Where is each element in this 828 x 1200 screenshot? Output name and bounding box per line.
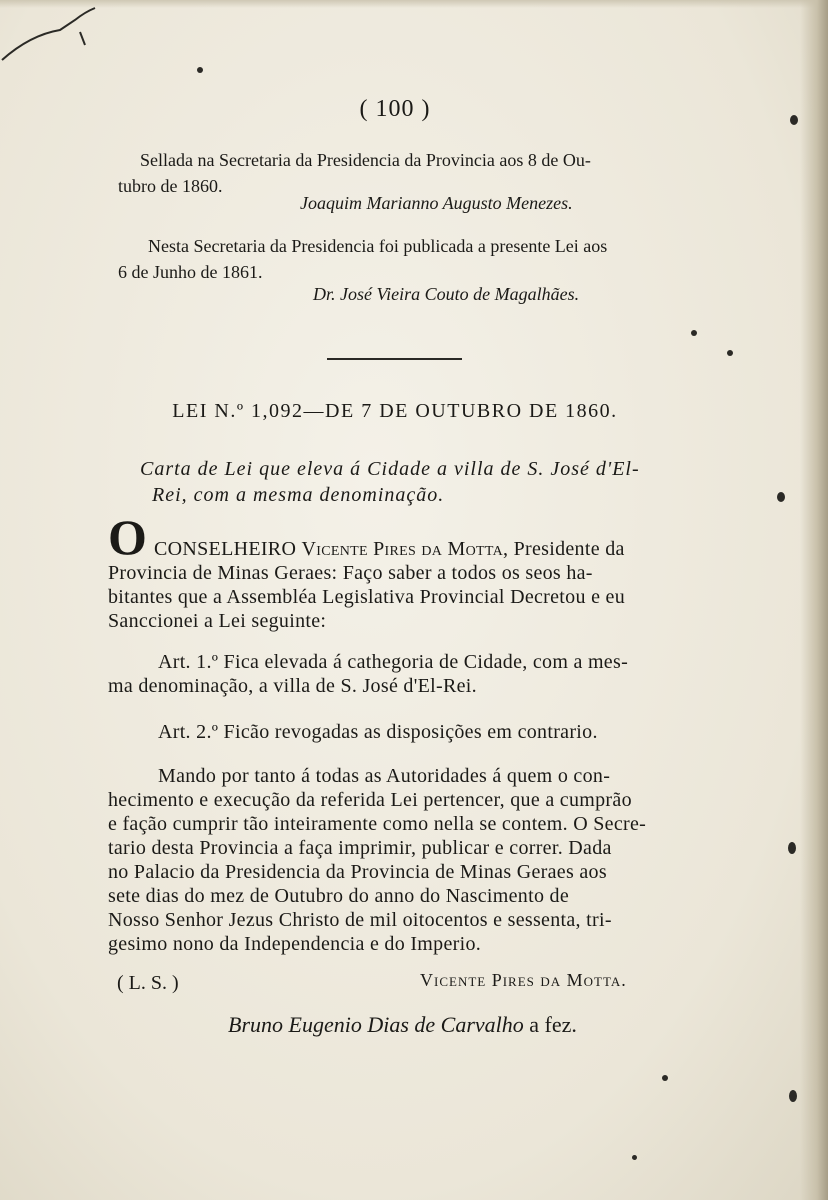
article-2: Art. 2.º Ficão revogadas as disposições em contrario. xyxy=(158,721,598,743)
law-title: LEI N.º 1,092—DE 7 DE OUTUBRO DE 1860. xyxy=(172,400,618,422)
ink-speck xyxy=(727,350,733,356)
ink-speck xyxy=(197,67,203,73)
closing-line: Mando por tanto á todas as Autoridades á quem o con- xyxy=(158,765,611,787)
sealed-note-signature: Joaquim Marianno Augusto Menezes. xyxy=(300,193,573,213)
charter-line1: Carta de Lei que eleva á Cidade a villa de S. José d'El- xyxy=(140,458,640,480)
intro-line4: Sanccionei a Lei seguinte: xyxy=(108,610,327,632)
ink-speck xyxy=(788,842,796,854)
intro-paragraph xyxy=(108,537,680,633)
closing-paragraph xyxy=(108,764,683,956)
article-1-line1: Art. 1.º Fica elevada á cathegoria de Cidade, com a mes- xyxy=(158,651,629,673)
ink-speck xyxy=(777,492,785,502)
intro-president-name: Vicente Pires da Motta xyxy=(301,538,503,560)
ink-speck xyxy=(790,115,798,125)
published-note-signature: Dr. José Vieira Couto de Magalhães. xyxy=(313,284,580,304)
intro-line3: bitantes que a Assembléa Legislativa Provincial Decretou e eu xyxy=(108,586,626,608)
article-1-line2: ma denominação, a villa de S. José d'El-Rei. xyxy=(108,675,477,697)
drop-cap: O xyxy=(108,509,147,565)
sealed-note-line1: Sellada na Secretaria da Presidencia da Provincia aos 8 de Ou- xyxy=(140,150,591,170)
clerk-suffix: a fez. xyxy=(529,1012,577,1037)
charter-description xyxy=(140,456,690,508)
intro-line1-start: CONSELHEIRO xyxy=(154,538,302,560)
published-note-line2: 6 de Junho de 1861. xyxy=(118,262,263,282)
torn-corner-mark xyxy=(0,0,150,80)
closing-line: Nosso Senhor Jezus Christo de mil oitocentos e sessenta, tri- xyxy=(108,909,612,931)
page-number: ( 100 ) xyxy=(359,96,431,122)
section-divider xyxy=(327,358,462,360)
charter-line2: Rei, com a mesma denominação. xyxy=(152,484,445,506)
article-1 xyxy=(108,650,680,698)
closing-line: no Palacio da Presidencia da Provincia de Minas Geraes aos xyxy=(108,861,607,883)
sealed-note-line2: tubro de 1860. xyxy=(118,176,223,196)
clerk-name: Bruno Eugenio Dias de Carvalho xyxy=(228,1012,524,1037)
closing-line: tario desta Provincia a faça imprimir, publicar e correr. Dada xyxy=(108,837,612,859)
clerk-line xyxy=(228,1012,577,1038)
closing-line: sete dias do mez de Outubro do anno do Nascimento de xyxy=(108,885,570,907)
ink-speck xyxy=(789,1090,797,1102)
signer-name: Vicente Pires da Motta. xyxy=(420,970,627,990)
closing-line: hecimento e execução da referida Lei pertencer, que a cumprão xyxy=(108,789,632,811)
ink-speck xyxy=(691,330,697,336)
page-right-edge xyxy=(800,0,828,1200)
intro-line2: Provincia de Minas Geraes: Faço saber a todos os seos ha- xyxy=(108,562,593,584)
published-note-line1: Nesta Secretaria da Presidencia foi publicada a presente Lei aos xyxy=(148,236,608,256)
seal-mark: ( L. S. ) xyxy=(117,972,179,994)
intro-line1-end: , Presidente da xyxy=(502,538,625,560)
ink-speck xyxy=(632,1155,637,1160)
ink-speck xyxy=(662,1075,668,1081)
closing-line: gesimo nono da Independencia e do Imperio. xyxy=(108,933,482,955)
closing-line: e fação cumprir tão inteiramente como nella se contem. O Secre- xyxy=(108,813,647,835)
